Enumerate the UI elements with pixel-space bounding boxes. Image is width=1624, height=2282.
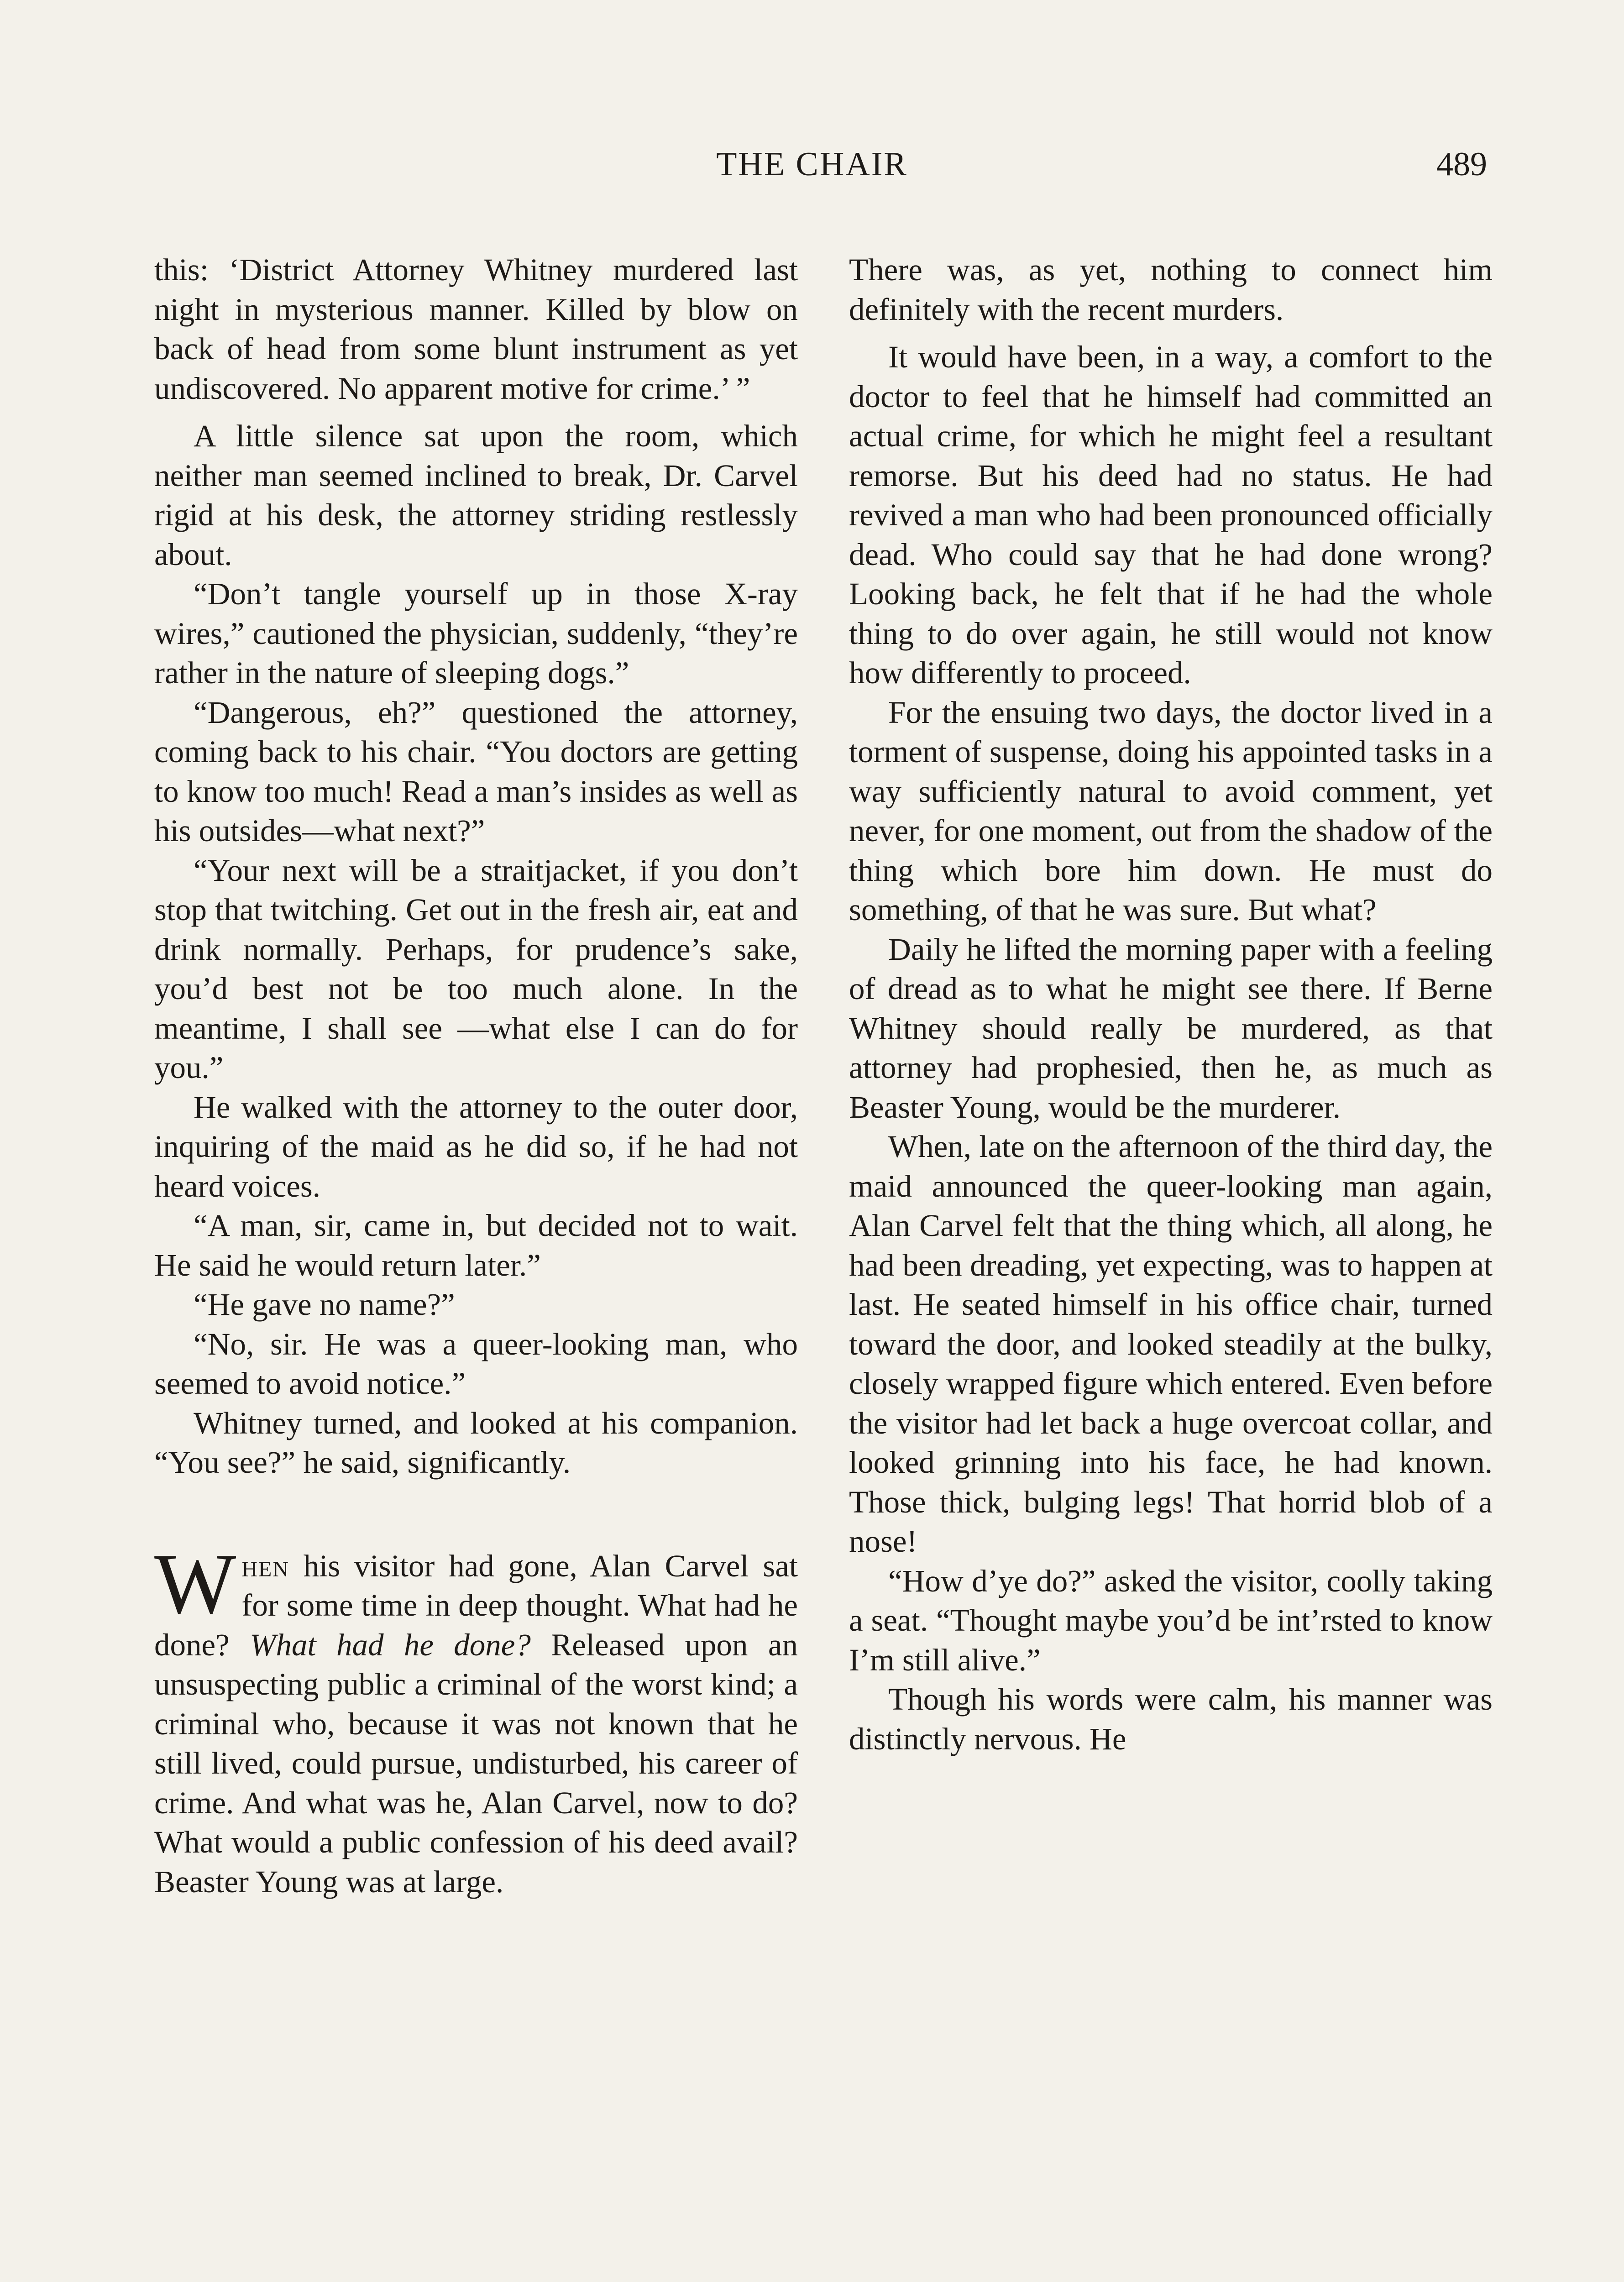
- paragraph: “No, sir. He was a queer-looking man, who seemed to avoid notice.”: [154, 1326, 798, 1401]
- running-title: THE CHAIR: [716, 146, 908, 183]
- paragraph: Whitney turned, and looked at his companion. “You see?” he said, significantly.: [154, 1405, 798, 1480]
- right-column: [849, 250, 1493, 1759]
- paragraph: A little silence sat upon the room, which neither man seemed inclined to break, Dr. Carvel rigid at his desk, the attorney striding restlessly about.: [154, 419, 798, 572]
- paragraph: It would have been, in a way, a comfort to the doctor to feel that he himself had committed an actual crime, for which he might feel a resultant remorse. But his deed had no status. He had revived a man who had been pronounced officially dead. Who could say that he had done wrong? Looking back, he felt that if he had the whole thing to do over again, he still would not know how differently to proceed.: [849, 340, 1493, 690]
- paragraph: Daily he lifted the morning paper with a feeling of dread as to what he might see there. If Berne Whitney should really be murdered, as that attorney had prophesied, then he, as much as Beaster Young, would be the murderer.: [849, 932, 1493, 1125]
- paragraph: “Don’t tangle yourself up in those X-ray wires,” cautioned the physician, suddenly, “they’re rather in the nature of sleeping dogs.”: [154, 576, 798, 690]
- paragraph: this: ‘District Attorney Whitney murdered last night in mysterious manner. Killed by blow on back of head from some blunt instrument as yet undiscovered. No apparent motive for crime.’ ”: [154, 252, 798, 406]
- left-column: [154, 250, 798, 1901]
- italic-emphasis: What had he done?: [250, 1627, 531, 1662]
- running-head: [0, 145, 1624, 195]
- paragraph: “How d’ye do?” asked the visitor, coolly taking a seat. “Thought maybe you’d be int’rsted to know I’m still alive.”: [849, 1563, 1493, 1677]
- paragraph: When, late on the afternoon of the third day, the maid announced the queer-looking man again, Alan Carvel felt that the thing which, all along, he had been dreading, yet expecting, was to happen at last. He seated himself in his office chair, turned toward the door, and looked steadily at the bulky, closely wrapped figure which entered. Even before the visitor had let back a huge overcoat collar, and looked grinning into his face, he had known. Those thick, bulging legs! That horrid blob of a nose!: [849, 1129, 1493, 1559]
- small-caps-lead: hen: [241, 1548, 289, 1583]
- drop-cap: W: [154, 1536, 236, 1632]
- paragraph: There was, as yet, nothing to connect him definitely with the recent murders.: [849, 252, 1493, 327]
- section-opening-paragraph: [154, 1536, 798, 1902]
- section-break: [154, 1482, 798, 1546]
- paragraph: Though his words were calm, his manner was distinctly nervous. He: [849, 1682, 1493, 1756]
- paragraph-text: his visitor had gone, Alan Carvel sat for some time in deep thought. What had he done?: [154, 1548, 798, 1662]
- paragraph: “A man, sir, came in, but decided not to wait. He said he would return later.”: [154, 1208, 798, 1282]
- paragraph: “Dangerous, eh?” questioned the attorney, coming back to his chair. “You doctors are getting to know too much! Read a man’s insides as well as his outsides—what next?”: [154, 695, 798, 848]
- page-number: 489: [1436, 146, 1487, 183]
- paragraph: He walked with the attorney to the outer door, inquiring of the maid as he did so, if he had not heard voices.: [154, 1089, 798, 1204]
- paragraph: “He gave no name?”: [194, 1287, 455, 1322]
- paragraph: “Your next will be a straitjacket, if you don’t stop that twitching. Get out in the fresh air, eat and drink normally. Perhaps, for prudence’s sake, you’d best not be too much alone. In the meantime, I shall see —what else I can do for you.”: [154, 853, 798, 1085]
- paragraph: For the ensuing two days, the doctor lived in a torment of suspense, doing his appointed tasks in a way sufficiently natural to avoid comment, yet never, for one moment, out from the shadow of the thing which bore him down. He must do something, of that he was sure. But what?: [849, 695, 1493, 927]
- paragraph-text: Released upon an unsuspecting public a criminal of the worst kind; a criminal who, because it was not known that he still lived, could pursue, undisturbed, his career of crime. And what was he, Alan Carvel, now to do? What would a public confession of his deed avail? Beaster Young was at large.: [154, 1627, 798, 1899]
